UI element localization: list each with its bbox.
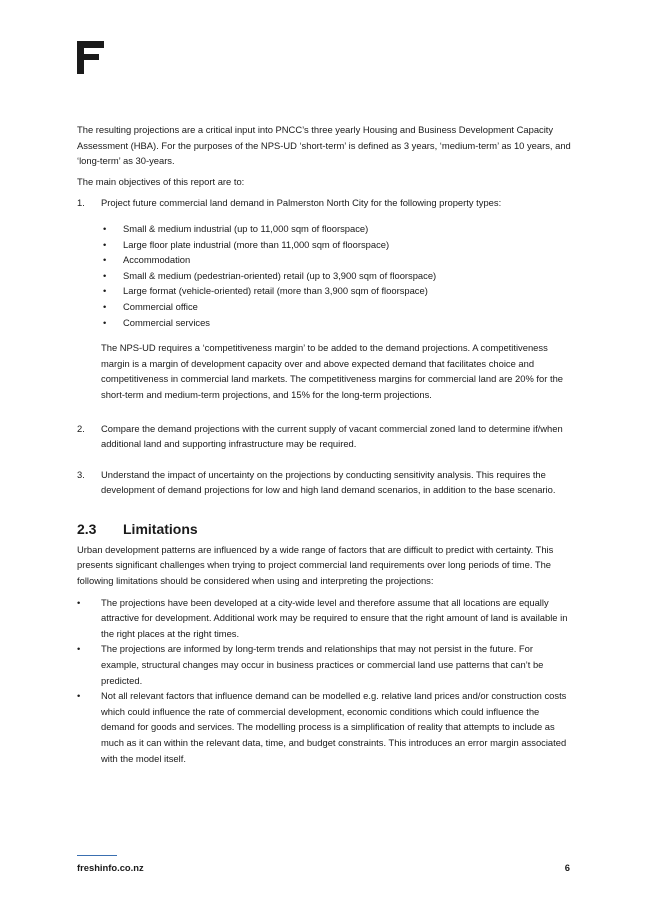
objective-text: Understand the impact of uncertainty on the projections by conducting sensitivity analysis. This requires the development of demand projections for low and high land demand scenarios, in addition to the base scenario. xyxy=(101,468,556,496)
limitations-intro: Urban development patterns are influenced by a wide range of factors that are difficult to predict with certainty. This presents significant challenges when trying to project commercial land requirements over long periods of time. The following limitations should be considered when using and interpreting the projections: xyxy=(77,543,554,587)
fresh-info-logo-icon xyxy=(77,41,104,74)
objective-text: Project future commercial land demand in Palmerston North City for the following property types: xyxy=(101,197,502,209)
bullet-icon: • xyxy=(77,596,81,608)
bullet-icon: • xyxy=(103,222,107,234)
bullet-icon: • xyxy=(103,254,107,266)
list-item: • Small & medium (pedestrian-oriented) retail (up to 3,900 sqm of floorspace) xyxy=(77,268,571,284)
list-item: • Small & medium industrial (up to 11,000 sqm of floorspace) xyxy=(77,221,571,237)
competitiveness-margin-note: The NPS-UD requires a ‘competitiveness margin’ to be added to the demand projections. A competitiveness margin is a margin of development capacity over and above expected demand that facilitates choice and competitiveness in commercial land markets. The competitiveness margins for commercial land are 20% for the short-term and medium-term projections, and 15% for the long-term projections. xyxy=(101,342,563,400)
bullet-icon: • xyxy=(103,269,107,281)
limitations-list xyxy=(77,595,571,767)
page-number: 6 xyxy=(564,862,570,873)
list-item: • Large format (vehicle-oriented) retail (more than 3,900 sqm of floorspace) xyxy=(77,283,571,299)
bullet-icon: • xyxy=(103,300,107,312)
list-item: • The projections have been developed at a city-wide level and therefore assume that all locations are equally attractive for development. Additional work may be required to ensure that the right amount of land is available in the right places at the right times. xyxy=(77,596,568,639)
footer-website: freshinfo.co.nz xyxy=(77,862,144,873)
list-item: • Commercial office xyxy=(77,299,571,315)
bullet-icon: • xyxy=(77,643,81,655)
list-item: • Large floor plate industrial (more than 11,000 sqm of floorspace) xyxy=(77,237,571,253)
bullet-icon: • xyxy=(77,690,81,702)
page-content xyxy=(77,122,571,766)
bullet-icon: • xyxy=(103,316,107,328)
objective-number: 2. xyxy=(77,422,85,434)
footer-rule xyxy=(77,855,117,856)
list-item: • Not all relevant factors that influence demand can be modelled e.g. relative land prices and/or construction costs which could influence the rate of commercial development, economic conditions which could influence the demand for goods and services. The modelling process is a simplification of reality that attempts to include as much as it can within the relevant data, time, and budget constraints. This introduces an error margin associated with the model itself. xyxy=(77,690,567,764)
section-heading xyxy=(77,520,571,538)
objective-number: 1. xyxy=(77,197,85,209)
list-item: • Accommodation xyxy=(77,252,571,268)
intro-paragraph: The resulting projections are a critical input into PNCC’s three yearly Housing and Business Development Capacity Assessment (HBA). For the purposes of the NPS-UD ‘short-term’ is defined as 3 years, ‘medium-term’ as 10 years, and ‘long-term’ as 30-years. xyxy=(77,124,571,167)
objective-number: 3. xyxy=(77,468,85,480)
bullet-icon: • xyxy=(103,238,107,250)
section-number: 2.3 xyxy=(77,520,97,537)
list-item: • Commercial services xyxy=(77,315,571,331)
objective-item xyxy=(77,195,571,211)
list-item: • The projections are informed by long-term trends and relationships that may not persist in the future. For example, structural changes may occur in business practices or commercial land use patterns that can’t be predicted. xyxy=(77,643,544,686)
objective-item xyxy=(77,421,571,452)
objective-item xyxy=(77,467,571,498)
property-types-list xyxy=(77,221,571,330)
objectives-intro: The main objectives of this report are to: xyxy=(77,175,245,187)
objective-text: Compare the demand projections with the current supply of vacant commercial zoned land to determine if/when additional land and supporting infrastructure may be required. xyxy=(101,422,563,450)
bullet-icon: • xyxy=(103,285,107,297)
section-title: Limitations xyxy=(123,520,198,537)
